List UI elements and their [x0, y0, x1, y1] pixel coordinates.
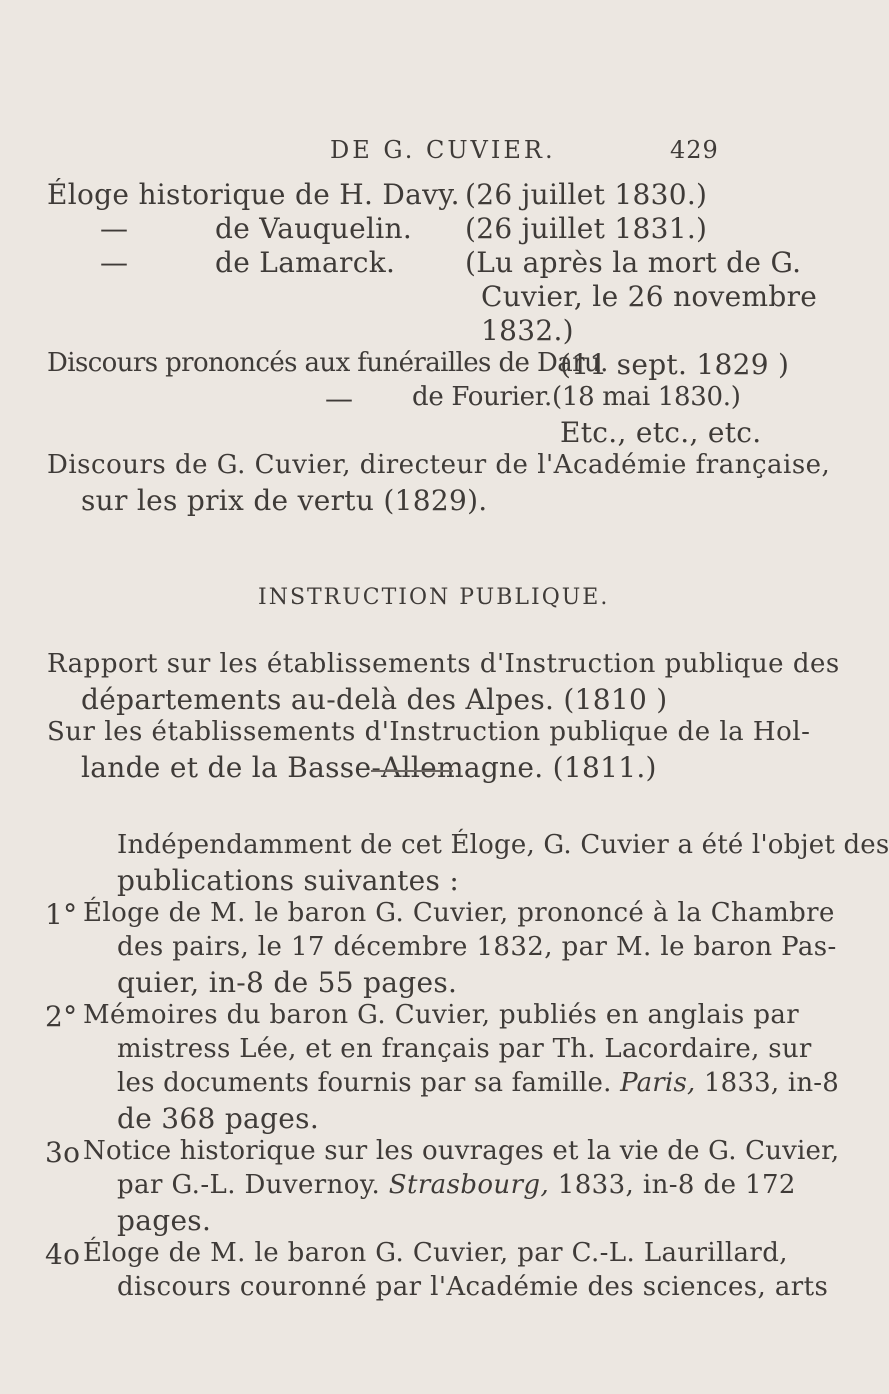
- rapport-hollande-line-1: Sur les établissements d'Instruction publique de la Hol-: [47, 717, 811, 747]
- section-divider: [371, 770, 453, 772]
- publication-2-line-3-text: les documents fournis par sa famille.: [117, 1068, 612, 1098]
- eloge-vauquelin-dash: —: [100, 212, 129, 245]
- eloge-lamarck-note-2: Cuvier, le 26 novembre: [481, 280, 818, 313]
- publication-2-place: Paris,: [620, 1068, 696, 1098]
- discours-academie-line-1: Discours de G. Cuvier, directeur de l'Académie française,: [47, 450, 831, 480]
- publication-2-number: 2°: [45, 1000, 78, 1033]
- publication-4-line-1: Éloge de M. le baron G. Cuvier, par C.-L. Laurillard,: [83, 1238, 788, 1268]
- section-heading-instruction: INSTRUCTION PUBLIQUE.: [258, 585, 610, 610]
- eloge-vauquelin-date: (26 juillet 1831.): [465, 212, 708, 245]
- publication-3-line-2: [117, 1170, 796, 1200]
- rapport-alpes-line-1: Rapport sur les établissements d'Instruction publique des: [47, 649, 840, 679]
- eloge-lamarck-note-1: (Lu après la mort de G.: [465, 246, 802, 279]
- discours-academie-line-2: sur les prix de vertu (1829).: [81, 484, 488, 517]
- running-title: DE G. CUVIER.: [330, 136, 556, 164]
- eloge-lamarck-note-3: 1832.): [481, 314, 574, 347]
- publication-3-place: Strasbourg,: [388, 1170, 550, 1200]
- discours-daru-label: Discours prononcés aux funérailles de Daru.: [47, 348, 608, 378]
- discours-fourier-label: de Fourier.(18 mai 1830.): [412, 382, 741, 412]
- publication-3-line-2-text: par G.-L. Duvernoy.: [117, 1170, 381, 1200]
- publication-1-line-3: quier, in-8 de 55 pages.: [117, 966, 458, 999]
- publication-3-line-2-end: 1833, in-8 de 172: [557, 1170, 796, 1200]
- eloge-vauquelin-label: de Vauquelin.: [215, 212, 413, 245]
- rapport-alpes-line-2: départements au-delà des Alpes. (1810 ): [81, 683, 668, 716]
- eloge-lamarck-dash: —: [100, 246, 129, 279]
- publication-3-number: 3o: [45, 1136, 81, 1169]
- rapport-hollande-line-2: lande et de la Basse-Allemagne. (1811.): [81, 751, 657, 784]
- publication-4-number: 4o: [45, 1238, 81, 1271]
- publication-2-line-2: mistress Lée, et en français par Th. Lacordaire, sur: [117, 1034, 812, 1064]
- publication-2-line-1: Mémoires du baron G. Cuvier, publiés en anglais par: [83, 1000, 800, 1030]
- publication-2-line-4: de 368 pages.: [117, 1102, 320, 1135]
- publications-intro-line-2: publications suivantes :: [117, 864, 460, 897]
- discours-daru-date: (11 sept. 1829 ): [560, 348, 790, 381]
- publication-1-line-2: des pairs, le 17 décembre 1832, par M. le baron Pas-: [117, 932, 837, 962]
- publication-3-line-1: Notice historique sur les ouvrages et la vie de G. Cuvier,: [83, 1136, 840, 1166]
- publication-2-line-3: [117, 1068, 839, 1098]
- etc-line: Etc., etc., etc.: [560, 416, 762, 449]
- eloge-davy-date: (26 juillet 1830.): [465, 178, 708, 211]
- eloge-davy-label: Éloge historique de H. Davy.: [47, 178, 460, 211]
- publication-1-line-1: Éloge de M. le baron G. Cuvier, prononcé à la Chambre: [83, 898, 835, 928]
- page-number: 429: [670, 136, 719, 164]
- publications-intro-line-1: Indépendamment de cet Éloge, G. Cuvier a été l'objet des: [117, 830, 889, 860]
- discours-fourier-dash: —: [325, 382, 354, 415]
- publication-3-line-3: pages.: [117, 1204, 212, 1237]
- publication-4-line-2: discours couronné par l'Académie des sciences, arts: [117, 1272, 829, 1302]
- publication-2-line-3-end: 1833, in-8: [703, 1068, 840, 1098]
- publication-1-number: 1°: [45, 898, 78, 931]
- eloge-lamarck-label: de Lamarck.: [215, 246, 396, 279]
